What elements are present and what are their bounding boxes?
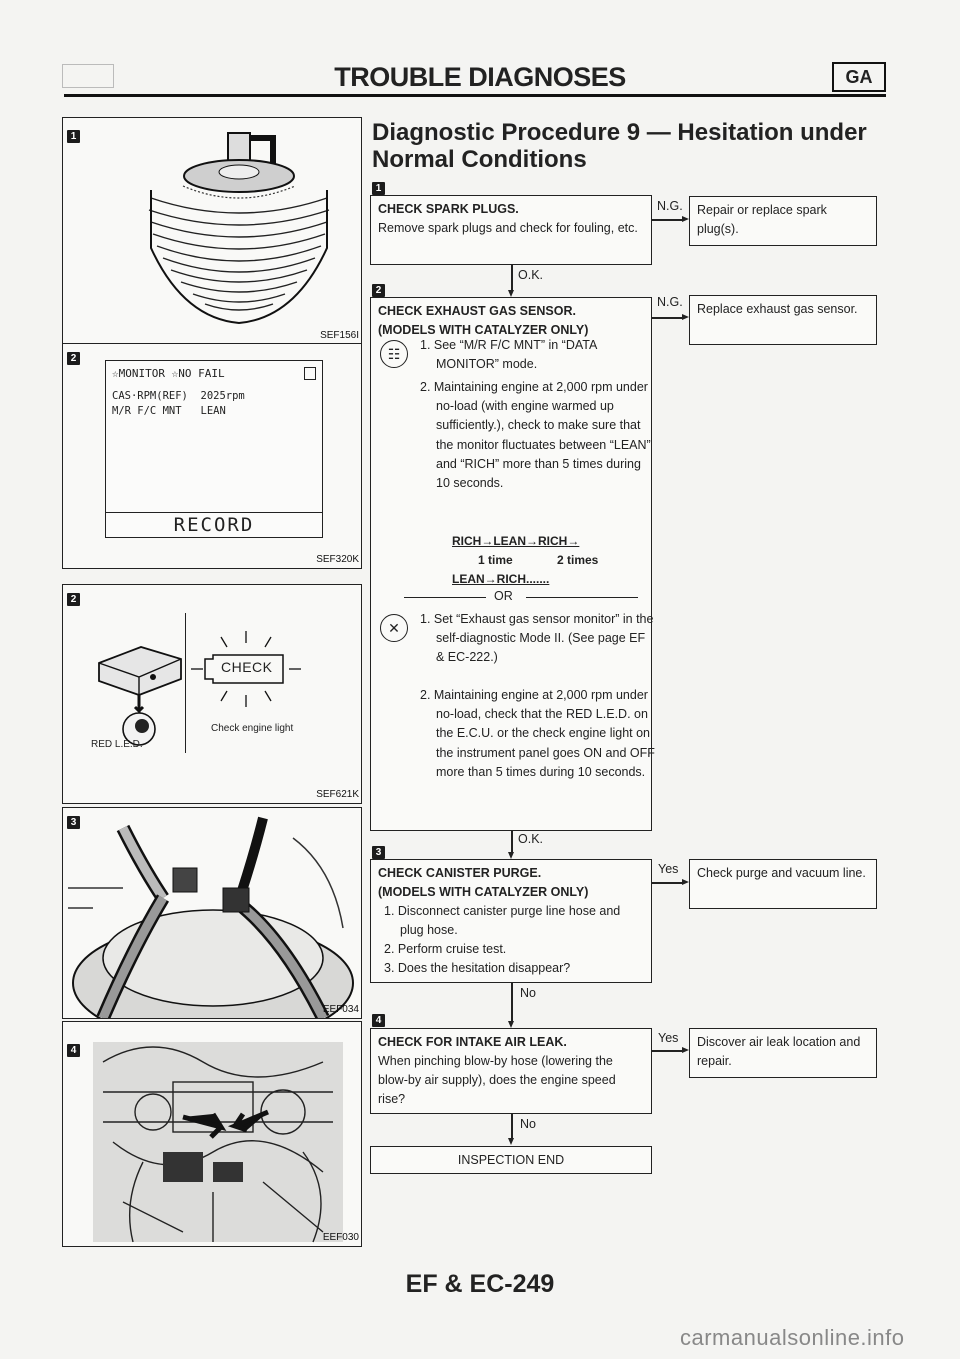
step2-b2: 2. Maintaining engine at 2,000 rpm under no-load, check that the RED L.E.D. on the E.C.U. or the check engine light on the instrument panel goes ON and OFF more than 5 times during 10 seconds. [420, 688, 655, 779]
figure-code: EEF030 [322, 1232, 359, 1243]
step1-title: CHECK SPARK PLUGS. [378, 202, 519, 216]
step4-marker: 4 [372, 1014, 385, 1027]
screen-checkbox [304, 367, 316, 380]
figure-code: SEF156I [320, 330, 359, 341]
spark-plug-icon [123, 128, 353, 333]
step4-yes-label: Yes [658, 1031, 679, 1045]
canister-hoses-icon [63, 808, 361, 1018]
procedure-title-line2: Normal Conditions [372, 146, 587, 173]
step2-ok-arrow [508, 852, 514, 859]
ecu-led-label: RED L.E.D. [91, 739, 143, 750]
page-number: EF & EC-249 [405, 1270, 555, 1298]
flow-start-marker: 1 [372, 182, 385, 195]
step1-ng-label: N.G. [657, 199, 683, 213]
procedure-title-line1: Diagnostic Procedure 9 — Hesitation under [372, 119, 867, 146]
step3-marker: 3 [372, 846, 385, 859]
step2-ok-label: O.K. [518, 832, 544, 846]
step2-ng-connector [652, 317, 682, 319]
page-header-title: TROUBLE DIAGNOSES [334, 62, 626, 92]
figure-blowby-hose [62, 1021, 362, 1247]
step3-i1: 1. Disconnect canister purge line hose and plug hose. [384, 904, 621, 937]
header-rule [64, 94, 886, 97]
screen-line-2: CAS·RPM(REF) 2025rpm [112, 390, 245, 402]
step4-no-connector [511, 1114, 513, 1140]
step3-no-arrow [508, 1021, 514, 1028]
step-marker: 3 [67, 816, 80, 829]
step1-ok-connector [511, 265, 513, 292]
step2-title: CHECK EXHAUST GAS SENSOR. [378, 304, 576, 318]
step2-ok-connector [511, 831, 513, 854]
check-engine-light-label: Check engine light [211, 723, 294, 734]
step2-or-label: OR [494, 589, 513, 603]
step2-subtitle: (MODELS WITH CATALYZER ONLY) [378, 323, 589, 337]
step3-yes-action-box [689, 859, 877, 909]
step4-box [370, 1028, 652, 1114]
step4-yes-connector [652, 1050, 682, 1052]
inspection-end-box [370, 1146, 652, 1174]
step2-b1: 1. Set “Exhaust gas sensor monitor” in the self-diagnostic Mode II. (See page EF & EC-222.) [420, 612, 654, 665]
step4-yes-action: Discover air leak location and repair. [697, 1035, 861, 1068]
step1-ng-action: Repair or replace spark plug(s). [697, 203, 827, 236]
step2-marker: 2 [372, 284, 385, 297]
step-marker: 2 [67, 352, 80, 365]
record-button: RECORD [173, 514, 255, 536]
step3-yes-label: Yes [658, 862, 679, 876]
step1-ok-label: O.K. [518, 268, 544, 282]
section-badge: GA [832, 62, 886, 92]
step1-text: Remove spark plugs and check for fouling, etc. [378, 221, 638, 235]
screen-divider [106, 512, 322, 513]
figure-spark-plug [62, 117, 362, 345]
step3-i3: 3. Does the hesitation disappear? [384, 961, 571, 975]
step4-text: When pinching blow-by hose (lowering the blow-by air supply), does the engine speed rise? [378, 1054, 616, 1106]
consult-icon: ☷ [380, 340, 408, 368]
or-rule-right [526, 597, 638, 598]
step4-yes-action-box [689, 1028, 877, 1078]
screen-line-1: ☆MONITOR ☆NO FAIL [112, 367, 225, 380]
step-marker: 2 [67, 593, 80, 606]
step3-no-connector [511, 983, 513, 1023]
step4-no-arrow [508, 1138, 514, 1145]
step3-yes-action: Check purge and vacuum line. [697, 866, 866, 880]
step3-i2: 2. Perform cruise test. [384, 942, 507, 956]
screen-line-3: M/R F/C MNT LEAN [112, 405, 226, 417]
or-rule-left [404, 597, 486, 598]
step4-no-label: No [520, 1117, 536, 1131]
figure-ecu-check-light [62, 584, 362, 804]
no-consult-icon: ✕ [380, 614, 408, 642]
step-marker: 4 [67, 1044, 80, 1057]
step3-yes-arrow [682, 879, 689, 885]
step3-title: CHECK CANISTER PURGE. [378, 866, 542, 880]
step3-subtitle: (MODELS WITH CATALYZER ONLY) [378, 885, 589, 899]
step2-ng-action-box [689, 295, 877, 345]
leader-line [185, 613, 186, 753]
figure-consult-screen [62, 343, 362, 569]
step4-title: CHECK FOR INTAKE AIR LEAK. [378, 1035, 567, 1049]
step1-ng-connector [652, 219, 682, 221]
step2-seq2: LEAN→RICH....... [452, 572, 550, 586]
step1-ok-arrow [508, 290, 514, 297]
step1-box [370, 195, 652, 265]
step2-a2: 2. Maintaining engine at 2,000 rpm under no-load (with engine warmed up sufficiently.), check to make sure that the monitor fluctuates between “LEAN” and “RICH” more than 5 times during 10 seconds. [420, 380, 651, 491]
step3-yes-connector [652, 882, 682, 884]
step2-ng-arrow [682, 314, 689, 320]
figure-code: SEF320K [316, 554, 359, 565]
step4-yes-arrow [682, 1047, 689, 1053]
step3-box [370, 859, 652, 983]
check-label: CHECK [221, 659, 273, 675]
engine-bay-icon [63, 1022, 361, 1246]
step2-ng-action: Replace exhaust gas sensor. [697, 302, 858, 316]
figure-code: EEF034 [322, 1004, 359, 1015]
figure-canister-purge [62, 807, 362, 1019]
step2-seq1: RICH→LEAN→RICH→ [452, 534, 580, 548]
consult-screen-icon [105, 360, 323, 538]
step1-ng-arrow [682, 216, 689, 222]
step3-no-label: No [520, 986, 536, 1000]
step-marker: 1 [67, 130, 80, 143]
inspection-end-label: INSPECTION END [457, 1153, 565, 1167]
watermark: carmanualsonline.info [680, 1325, 905, 1350]
step1-ng-action-box [689, 196, 877, 246]
step2-seq-times2: 2 times [557, 553, 599, 567]
step2-a1: 1. See “M/R F/C MNT” in “DATA MONITOR” mode. [420, 338, 597, 371]
step2-ng-label: N.G. [657, 295, 683, 309]
figure-code: SEF621K [316, 789, 359, 800]
step2-seq-times1: 1 time [478, 553, 513, 567]
